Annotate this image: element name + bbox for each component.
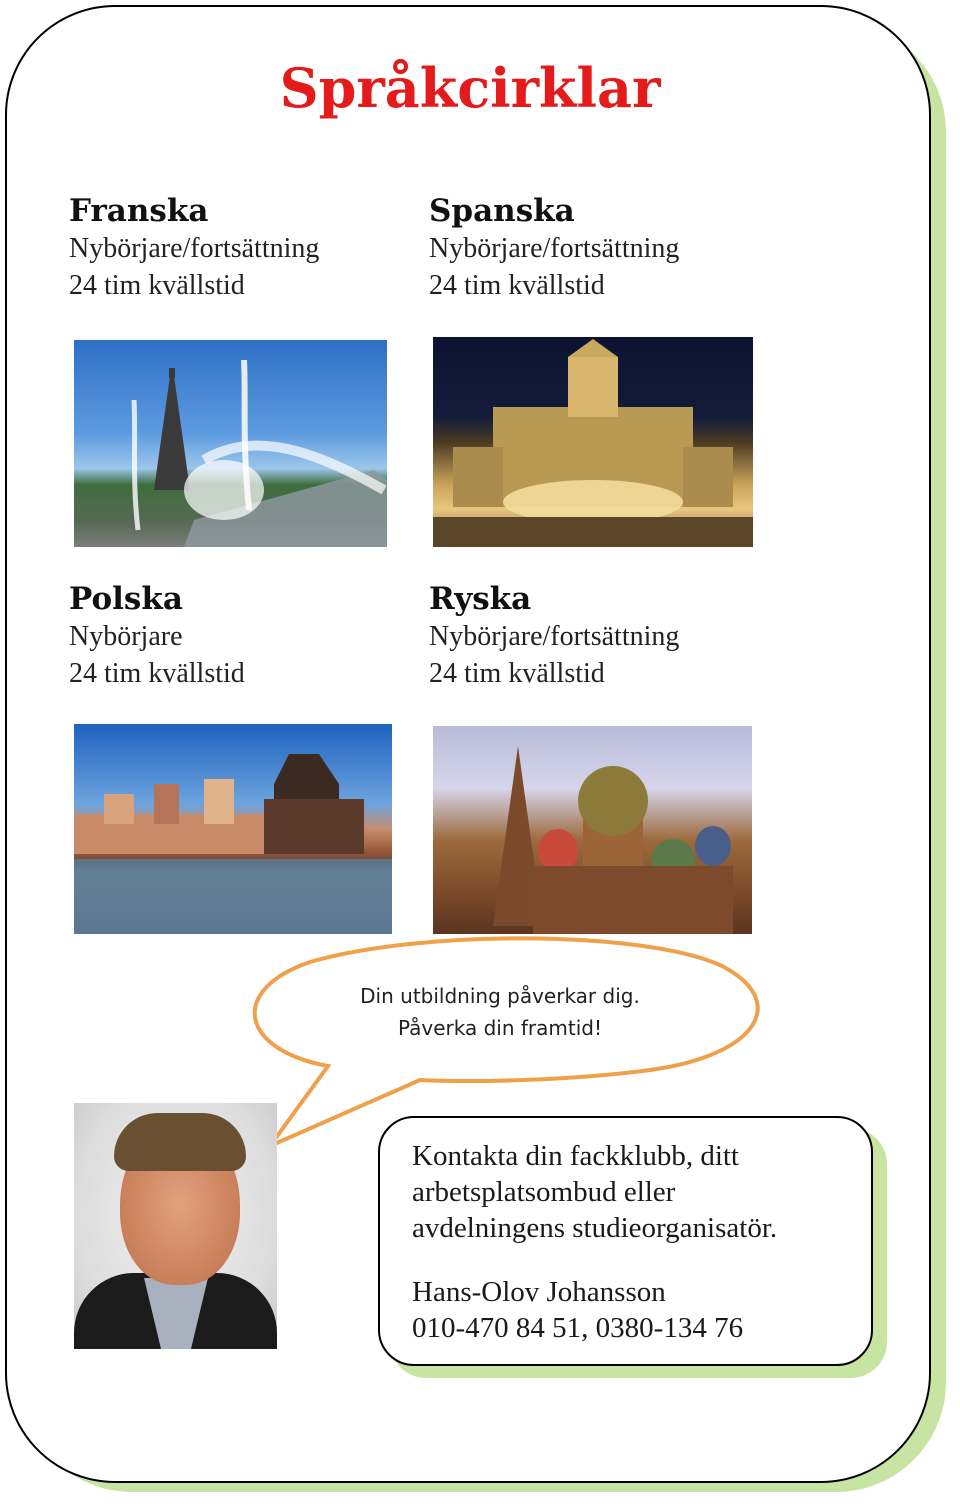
language-hours: 24 tim kvällstid [69,270,245,301]
language-level: Nybörjare/fortsättning [69,233,320,264]
page-title: Språkcirklar [279,56,661,120]
contact-line-2: arbetsplatsombud eller [412,1176,676,1208]
contact-person-photo [74,1103,277,1349]
language-level: Nybörjare [69,621,183,652]
hair-shape [114,1113,246,1171]
language-hours: 24 tim kvällstid [69,658,245,689]
bubble-text [244,980,756,1044]
language-name: Ryska [429,581,532,617]
language-name: Franska [69,193,209,229]
language-level: Nybörjare/fortsättning [429,233,680,264]
language-level: Nybörjare/fortsättning [429,621,680,652]
contact-phone: 010-470 84 51, 0380-134 76 [412,1312,744,1344]
contact-line-3: avdelningens studieorganisatör. [412,1212,778,1244]
bubble-line-1: Din utbildning påverkar dig. [360,984,640,1008]
language-name: Polska [69,581,183,617]
language-name: Spanska [429,193,575,229]
contact-name: Hans-Olov Johansson [412,1276,666,1308]
language-hours: 24 tim kvällstid [429,658,605,689]
language-hours: 24 tim kvällstid [429,270,605,301]
contact-box [378,1116,873,1366]
contact-line-1: Kontakta din fackklubb, ditt [412,1140,739,1172]
bubble-line-2: Påverka din framtid! [397,1016,603,1040]
